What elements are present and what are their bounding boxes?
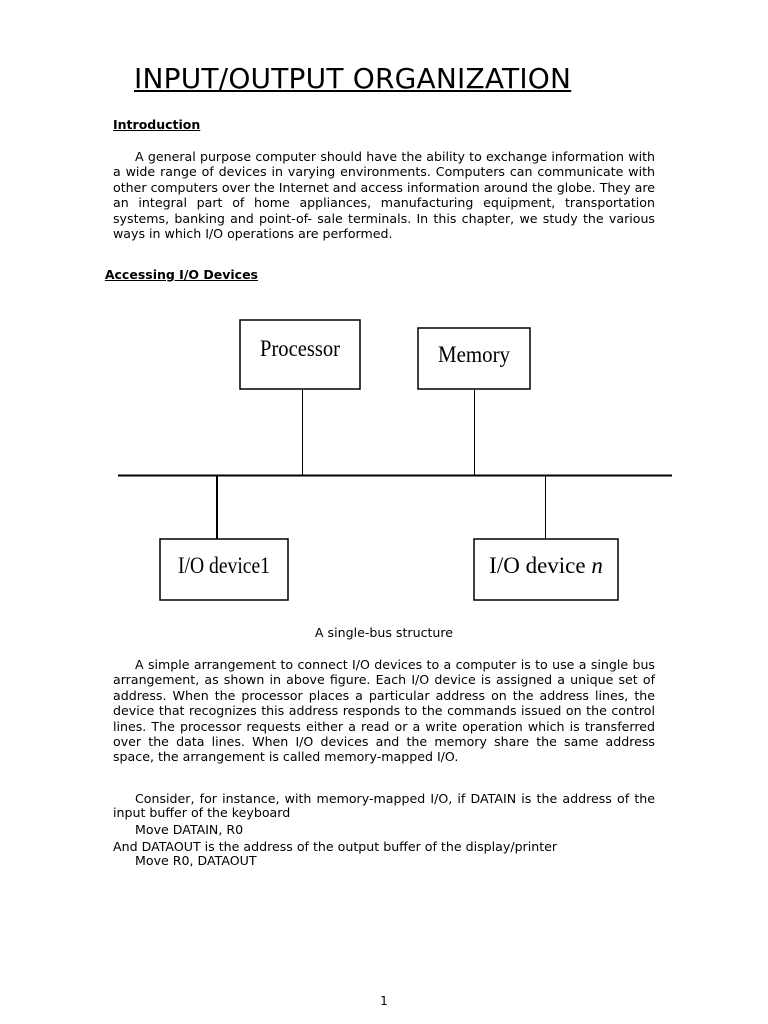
- body-paragraph-1: A simple arrangement to connect I/O devices to a computer is to use a single bus arrangement, as shown in above figure. Each I/O device is assigned a unique set of address. When the processor places a particular address on the address lines, the device that recognizes this address responds to the commands issued on the control lines. The processor requests either a read or a write operation which is transferred over the data lines. When I/O devices and the memory share the same address space, the arrangement is called memory-mapped I/O.: [113, 657, 655, 765]
- page-title: INPUT/OUTPUT ORGANIZATION: [134, 62, 572, 95]
- accessing-io-heading: Accessing I/O Devices: [104, 267, 258, 282]
- single-bus-diagram: [0, 300, 768, 610]
- page-number: 1: [380, 994, 388, 1008]
- io-device-n-text: I/O device: [489, 553, 592, 578]
- introduction-paragraph: A general purpose computer should have the ability to exchange information with a wide range of devices in varying environments. Computers can communicate with other computers over the Internet and access information around the globe. They are an integral part of home appliances, manufacturing equipment, transportation systems, banking and point-of- sale terminals. In this chapter, we study the various ways in which I/O operations are performed.: [113, 149, 655, 242]
- io-device-1-box: [160, 539, 288, 600]
- io-device-n-label: [489, 553, 603, 578]
- figure-caption: A single-bus structure: [314, 625, 454, 640]
- io-device-1-label: I/O device1: [178, 553, 270, 578]
- io-device-n-box: [474, 539, 618, 600]
- body-line-3: And DATAOUT is the address of the output buffer of the display/printer: [113, 839, 558, 854]
- memory-label: Memory: [438, 342, 511, 367]
- body-paragraph-2: Consider, for instance, with memory-mapped I/O, if DATAIN is the address of the input buffer of the keyboard: [113, 791, 655, 820]
- processor-label: Processor: [260, 336, 341, 361]
- memory-box: [418, 328, 530, 389]
- io-device-n-italic: n: [591, 553, 603, 578]
- processor-box: [240, 320, 360, 389]
- code-line-1: Move DATAIN, R0: [135, 822, 244, 837]
- code-line-2: Move R0, DATAOUT: [135, 853, 257, 868]
- introduction-heading: Introduction: [113, 117, 201, 132]
